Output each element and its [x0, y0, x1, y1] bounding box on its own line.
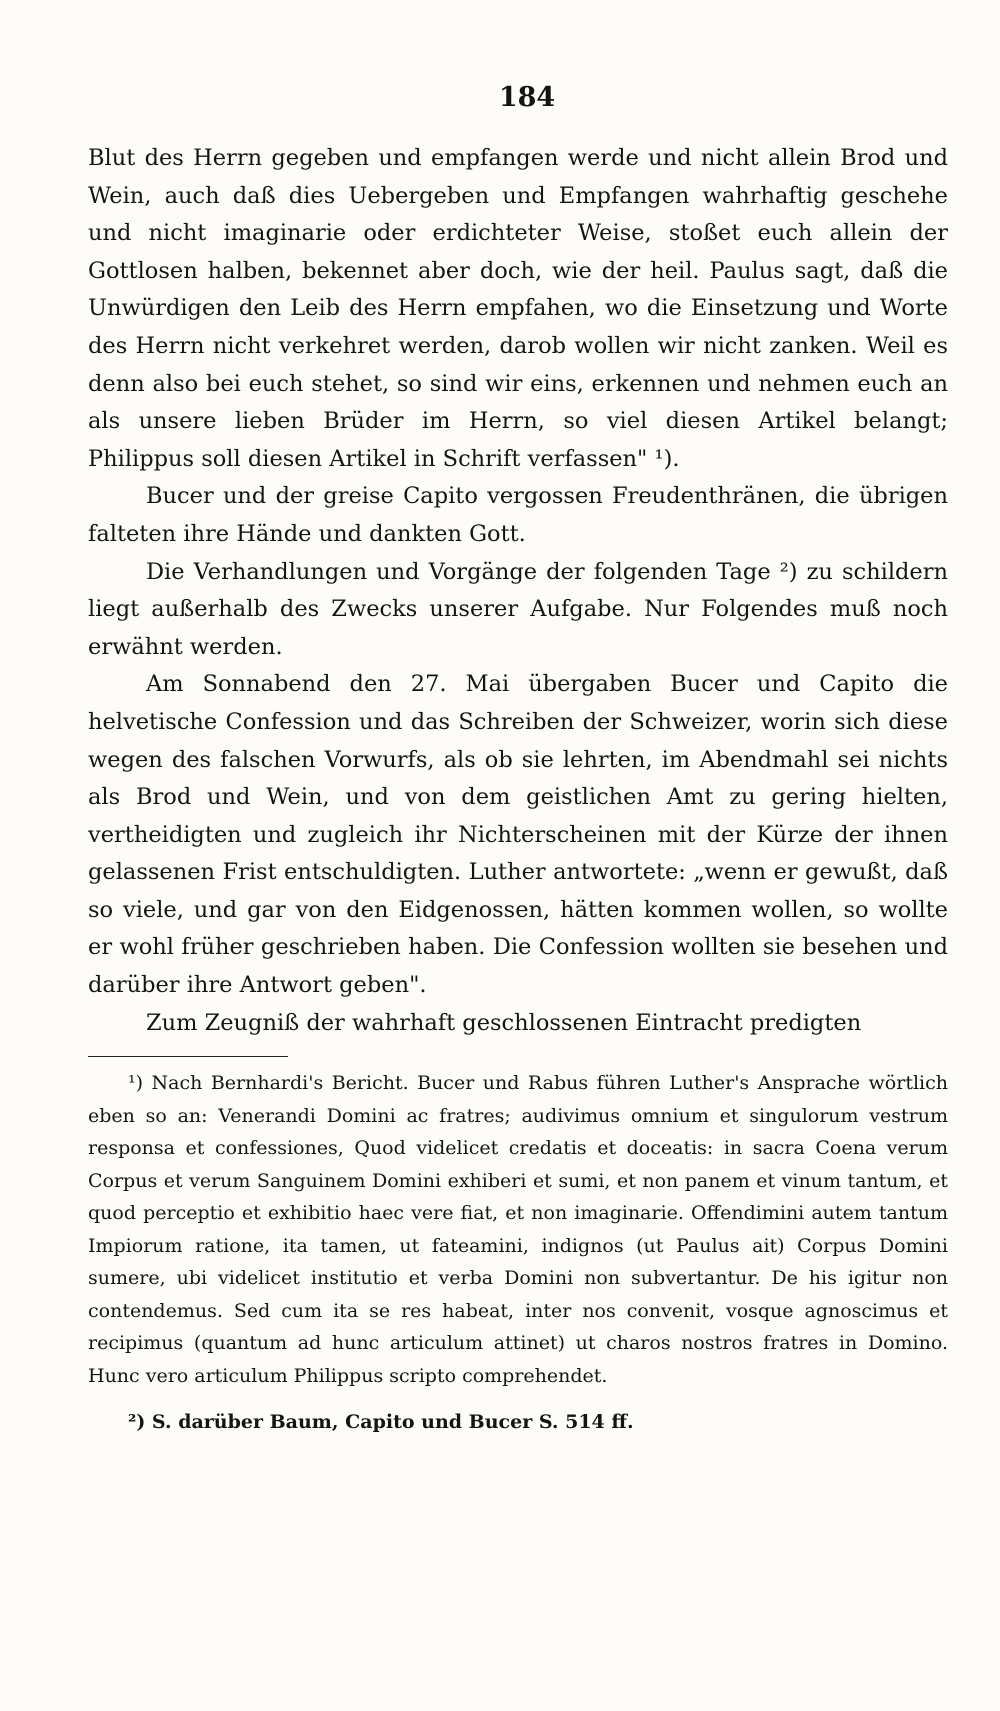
footnote-divider — [88, 1056, 288, 1057]
paragraph-4: Am Sonnabend den 27. Mai übergaben Bucer und Capito die helvetische Confession und das Schreiben der Schweizer, worin sich diese wegen des falschen Vorwurfs, als ob sie lehrten, im Abendmahl sei nichts als Brod und Wein, und von dem geistlichen Amt zu gering hielten, vertheidigten und zugleich ihr Nichterscheinen mit der Kürze der ihnen gelassenen Frist entschuldigten. Luther antwortete: „wenn er gewußt, daß so viele, und gar von den Eidgenossen, hätten kommen wollen, so wollte er wohl früher geschrieben haben. Die Confession wollten sie besehen und darüber ihre Antwort geben". — [88, 671, 948, 999]
main-text — [88, 140, 948, 1042]
page-number: 184 — [498, 82, 556, 113]
paragraph-5: Zum Zeugniß der wahrhaft geschlossenen Eintracht predigten — [146, 1009, 862, 1036]
footnotes — [88, 1067, 948, 1439]
footnote-2: ²) S. darüber Baum, Capito und Bucer S. 514 ff. — [128, 1411, 634, 1434]
book-page — [88, 78, 948, 1439]
paragraph-1: Blut des Herrn gegeben und empfangen werde und nicht allein Brod und Wein, auch daß dies Uebergeben und Empfangen wahrhaftig geschehe und nicht imaginarie oder erdichteter Weise, stoßet euch allein der Gottlosen halben, bekennet aber doch, wie der heil. Paulus sagt, daß die Unwürdigen den Leib des Herrn empfahen, wo die Einsetzung und Worte des Herrn nicht verkehret werden, darob wollen wir nicht zanken. Weil es denn also bei euch stehet, so sind wir eins, erkennen und nehmen euch an als unsere lieben Brüder im Herrn, so viel diesen Artikel belangt; Philippus soll diesen Artikel in Schrift verfassen" ¹). — [88, 145, 948, 472]
paragraph-3: Die Verhandlungen und Vorgänge der folgenden Tage ²) zu schildern liegt außerhalb des Zwecks unserer Aufgabe. Nur Folgendes muß noch erwähnt werden. — [88, 558, 948, 660]
footnote-1: ¹) Nach Bernhardi's Bericht. Bucer und Rabus führen Luther's Ansprache wörtlich eben so an: Venerandi Domini ac fratres; audivimus omnium et singulorum vestrum responsa et confessiones, Quod videlicet credatis et doceatis: in sacra Coena verum Corpus et verum Sanguinem Domini exhiberi et sumi, et non panem et vinum tantum, et quod perceptio et exhibitio haec vere fiat, et non imaginarie. Offendimini autem tantum Impiorum ratione, ita tamen, ut fateamini, indignos (ut Paulus ait) Corpus Domini sumere, ubi videlicet institutio et verba Domini non subvertantur. De his igitur non contendemus. Sed cum ita se res habeat, inter nos convenit, vosque agnoscimus et recipimus (quantum ad hunc articulum attinet) ut charos nostros fratres in Domino. Hunc vero articulum Philippus scripto comprehendet. — [88, 1072, 948, 1387]
paragraph-2: Bucer und der greise Capito vergossen Freudenthränen, die übrigen falteten ihre Hände und dankten Gott. — [88, 483, 948, 547]
